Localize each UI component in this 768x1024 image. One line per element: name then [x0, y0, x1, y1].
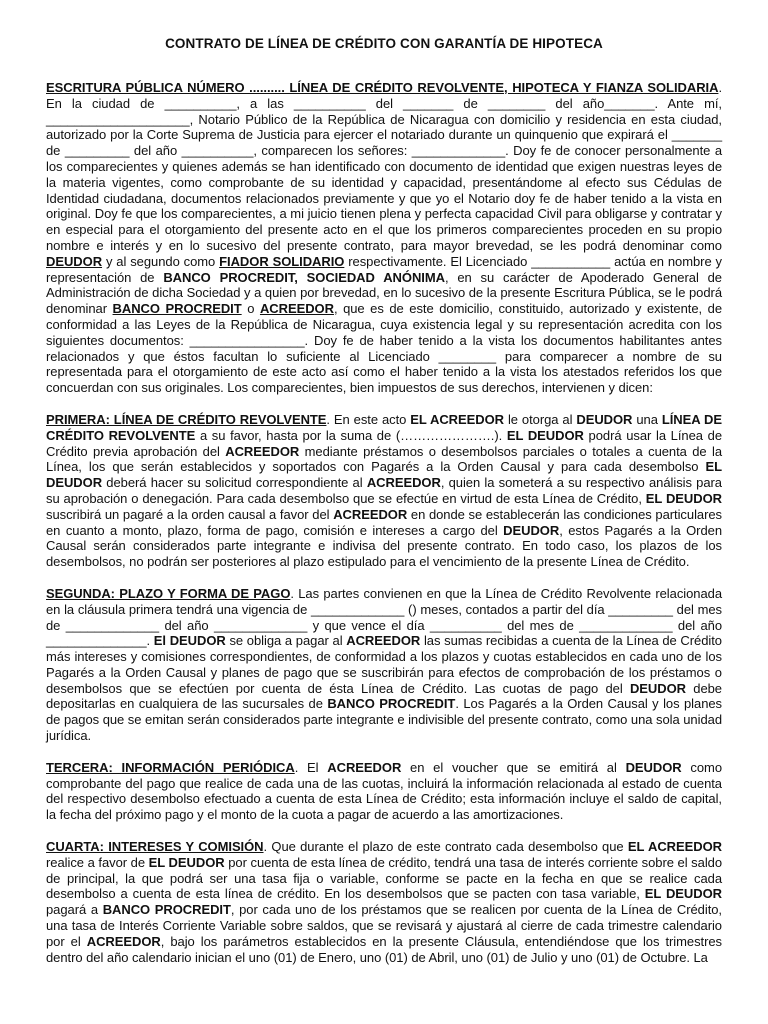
- text: mediante préstamos o desembolsos parciales o totales a cuenta de la Línea, los que serán establecidos y soportados con Pagarés a la Orden Causal y para cada desembolso: [46, 443, 722, 475]
- term: DEUDOR: [625, 759, 682, 775]
- text: , bajo los parámetros establecidos en la presente Cláusula, entendiéndose que los trimestres dentro del año calendario inician el uno (01) de Enero, uno (01) de Abril, uno (01) de Julio y uno (01) de Octubre. La: [46, 933, 722, 965]
- term: EL DEUDOR: [46, 459, 722, 491]
- clause-primera-heading: PRIMERA: LÍNEA DE CRÉDITO REVOLVENTE: [46, 411, 327, 427]
- term-deudor: DEUDOR: [46, 253, 103, 269]
- term: EL DEUDOR: [148, 854, 225, 870]
- clause-cuarta: [46, 839, 722, 965]
- term-banco-procredit: BANCO PROCREDIT: [112, 301, 242, 317]
- clause-tercera-heading: TERCERA: INFORMACIÓN PERIÓDICA: [46, 759, 295, 775]
- term: El DEUDOR: [153, 633, 226, 649]
- term: ACREEDOR: [366, 475, 441, 491]
- clause-cuarta-heading: CUARTA: INTERESES Y COMISIÓN: [46, 839, 264, 855]
- intro-paragraph: [46, 80, 722, 396]
- text: pagará a: [46, 902, 103, 918]
- text: y al segundo como: [102, 253, 220, 269]
- term: LÍNEA DE CRÉDITO REVOLVENTE: [46, 411, 722, 443]
- clause-primera: [46, 412, 722, 570]
- term: BANCO PROCREDIT: [102, 902, 231, 918]
- text: , por cada uno de los préstamos que se realicen por cuenta de la Línea de Crédito, una tasa de Interés Corriente Variable sobre saldos, que se revisará y ajustará al cierre de cada trimestre calendario por el: [46, 902, 722, 949]
- term: BANCO PROCREDIT: [327, 696, 456, 712]
- text: . Las partes convienen en que la Línea de Crédito Revolvente relacionada en la cláusula primera tendrá una vigencia de _____________ () meses, contados a partir del día _________ del mes de _____________ del año _____________ y que vence el día __________ del mes de _____________ del año ______________.: [46, 585, 723, 649]
- term: ACREEDOR: [86, 933, 161, 949]
- text: , estos Pagarés a la Orden Causal serán considerados parte integrante e indivisa del presente contrato. En todo caso, los plazos de los desembolsos, no podrán ser posteriores al plazo estipulado para el vencimiento de la presente Línea de Crédito.: [46, 522, 722, 570]
- text: le otorga al: [504, 411, 577, 427]
- term: DEUDOR: [503, 522, 560, 538]
- text: se obliga a pagar al: [225, 633, 347, 649]
- term: EL ACREEDOR: [410, 411, 505, 427]
- text: como comprobante del pago que realice de cada una de las cuotas, incluirá la información relacionada al estado de cuenta del respectivo desembolso efectuado a cuenta de esta Línea de Crédito; esta información incluye el saldo de capital, la fecha del próximo pago y el monto de la cuota a pagar de acuerdo a las amortizaciones.: [46, 759, 723, 823]
- clause-segunda: [46, 586, 722, 744]
- text: realice a favor de: [46, 854, 149, 870]
- text: , en su carácter de Apoderado General de Administración de dicha Sociedad y a quien por brevedad, en lo sucesivo de la presente Escritura Pública, se le podrá denominar: [46, 269, 722, 317]
- text: en el voucher que se emitirá al: [401, 759, 626, 775]
- text: suscribirá un pagaré a la orden causal a favor del: [46, 506, 334, 522]
- term-acreedor: ACREEDOR: [259, 301, 334, 317]
- text: . En la ciudad de __________, a las __________ del _______ de ________ del año_______. Ante mí, ____________________, Notario Público de la República de Nicaragua con domicilio y residencia en esta ciudad, autorizado por la Corte Suprema de Justicia para ejercer el notariado durante un quinquenio que expirará el _______ de _________ del año __________, comparecen los señores: _____________. Doy fe de conocer personalmente a los comparecientes y quienes además se han identificado con documento de identidad que exigen nuestras leyes de la materia vigentes, como comprobante de su identidad y capacidad, presentándome al efecto sus Cédulas de Identidad ciudadana, documentos relacionados previamente y que yo el Notario doy fe de haber tenido a la vista en original. Doy fe que los comparecientes, a mi juicio tienen plena y perfecta capacidad Civil para obligarse y contratar y en especial para el otorgamiento del presente acto en el que los primeros comparecientes proceden en su propio nombre e interés y en lo sucesivo del presente contrato, para mayor brevedad, se les podrá denominar como: [46, 80, 722, 253]
- term: EL DEUDOR: [645, 490, 723, 506]
- text: , que es de este domicilio, constituido, autorizado y existente, de conformidad a las Leyes de la República de Nicaragua, cuya existencia legal y su representación acredita con los siguientes documentos: ________________. Doy fe de haber tenido a la vista los documentos habilitantes antes relacionados y que éstos facultan lo suficiente al Licenciado ________ para comparecer a nombre de su representada para el otorgamiento de este acto así como el haber tenido a la vista los atestados referidos los que concuerdan con sus originales. Los comparecientes, bien impuestos de sus derechos, intervienen y dicen:: [46, 301, 723, 396]
- text: . El: [294, 759, 328, 775]
- term: ACREEDOR: [346, 633, 421, 649]
- text: deberá hacer su solicitud correspondiente al: [102, 475, 367, 491]
- clause-tercera: [46, 760, 722, 823]
- text: podrá usar la Línea de Crédito previa aprobación del: [46, 427, 723, 459]
- term: ACREEDOR: [327, 759, 402, 775]
- text: a su favor, hasta por la suma de (………………….).: [195, 427, 507, 443]
- term: EL DEUDOR: [644, 886, 722, 902]
- text: . En este acto: [326, 411, 411, 427]
- text: , quien la someterá a su respectivo análisis para su aprobación o denegación. Para cada desembolso que se efectúe en virtud de esta Línea de Crédito,: [46, 475, 722, 506]
- intro-heading: ESCRITURA PÚBLICA NÚMERO .......... LÍNEA DE CRÉDITO REVOLVENTE, HIPOTECA Y FIANZA SOLIDARIA: [46, 80, 719, 95]
- clause-segunda-heading: SEGUNDA: PLAZO Y FORMA DE PAGO: [46, 585, 291, 601]
- text: una: [632, 411, 662, 427]
- term: DEUDOR: [576, 411, 633, 427]
- term: DEUDOR: [629, 680, 686, 696]
- term: EL ACREEDOR: [627, 839, 723, 855]
- text: debe depositarlas en cualquiera de las sucursales de: [46, 680, 722, 712]
- term: ACREEDOR: [225, 443, 300, 459]
- text: en donde se establecerán las condiciones particulares en cuanto a monto, plazo, forma de pago, comisión e intereses a cargo del: [46, 506, 722, 538]
- text: . Los Pagarés a la Orden Causal y los planes de pagos que se emitan serán considerados parte integrante e indivisible del presente contrato, como una sola unidad jurídica.: [46, 696, 723, 744]
- text: respectivamente. El Licenciado ___________ actúa en nombre y representación de: [46, 253, 722, 285]
- text: . Que durante el plazo de este contrato cada desembolso que: [263, 839, 628, 855]
- term: ACREEDOR: [333, 506, 408, 522]
- term-banco-procredit-sa: BANCO PROCREDIT, SOCIEDAD ANÓNIMA: [163, 269, 445, 285]
- text: las sumas recibidas a cuenta de la Línea de Crédito más intereses y comisiones correspondientes, de conformidad a los plazos y cuotas establecidos en cada uno de los Pagarés a la Orden Causal y planes de pago que se suscribirán para efectos de comprobación de los préstamos o desembolsos que se efectúen por cuenta de ésta Línea de Crédito. Las cuotas de pago del: [46, 633, 722, 696]
- document-title: CONTRATO DE LÍNEA DE CRÉDITO CON GARANTÍA DE HIPOTECA: [165, 36, 603, 51]
- term-fiador-solidario: FIADOR SOLIDARIO: [219, 253, 345, 269]
- text: o: [241, 301, 260, 317]
- text: por cuenta de esta línea de crédito, tendrá una tasa de interés corriente sobre el saldo de principal, la que podrá ser una tasa fija o variable, conforme se pacte en la fecha en que se realice cada desembolso a cuenta de esta línea de crédito. En los desembolsos que se pacten con tasa variable,: [46, 854, 723, 902]
- term: EL DEUDOR: [506, 427, 584, 443]
